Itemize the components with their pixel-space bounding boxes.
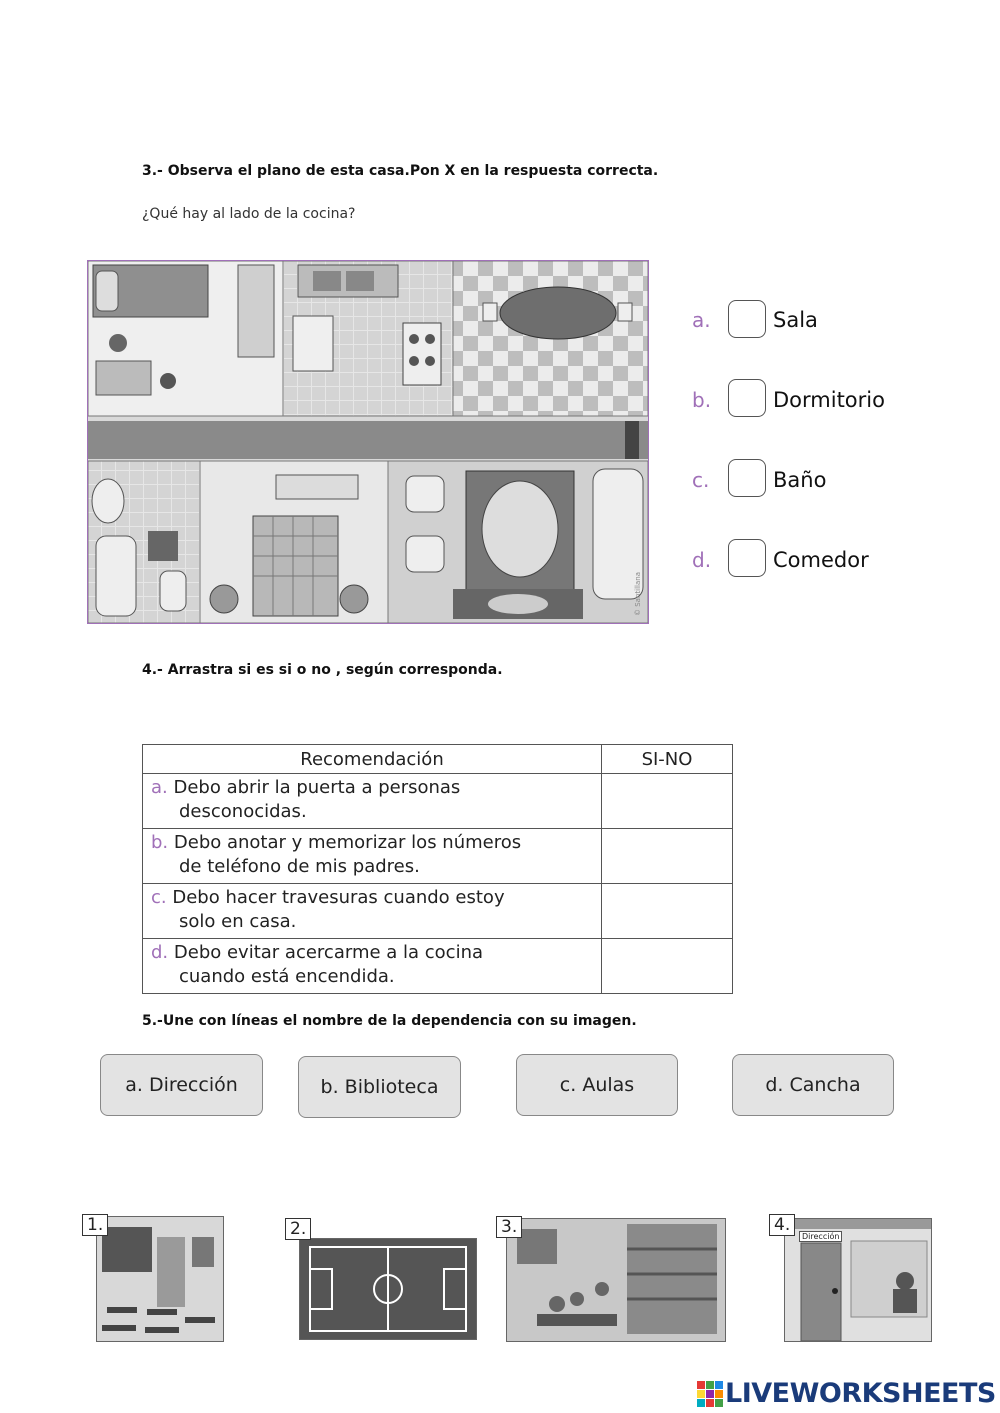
option-b-label: Dormitorio [773,388,885,412]
liveworksheets-logo-icon [697,1381,723,1407]
picture-number-2: 2. [285,1218,311,1240]
option-d-checkbox[interactable] [728,539,766,577]
recommendation-cell [143,829,602,884]
picture-number-1: 1. [82,1214,108,1236]
row-text-line2: desconocidas. [179,801,307,822]
picture-direction-office[interactable] [784,1218,932,1342]
answer-drop-zone[interactable] [602,939,733,994]
direction-sign: Dirección [799,1231,842,1242]
option-a-letter: a. [692,308,711,332]
option-c-checkbox[interactable] [728,459,766,497]
picture-soccer-field[interactable] [299,1238,477,1340]
question-4-title: 4.- Arrastra si es si o no , según corresponda. [142,662,503,678]
house-floor-plan-image [87,260,649,624]
recommendation-cell [143,774,602,829]
question-5-title: 5.-Une con líneas el nombre de la dependencia con su imagen. [142,1013,637,1029]
row-text-line1: Debo anotar y memorizar los números [173,832,522,853]
name-button-cancha[interactable]: d. Cancha [732,1054,894,1116]
recommendation-cell [143,939,602,994]
option-b-checkbox[interactable] [728,379,766,417]
header-si-no: SI-NO [602,745,733,774]
option-c-label: Baño [773,468,827,492]
row-text-line2: solo en casa. [179,911,297,932]
name-button-biblioteca[interactable]: b. Biblioteca [298,1056,461,1118]
row-text-line2: cuando está encendida. [179,966,395,987]
picture-classroom[interactable] [96,1216,224,1342]
option-b-letter: b. [692,388,712,412]
table-row [143,939,733,994]
liveworksheets-logo-text: LIVEWORKSHEETS [725,1378,996,1409]
option-c-letter: c. [692,468,710,492]
answer-drop-zone[interactable] [602,829,733,884]
recommendation-table [142,744,733,994]
picture-number-3: 3. [496,1216,522,1238]
name-button-direccion[interactable]: a. Dirección [100,1054,263,1116]
row-text-line1: Debo evitar acercarme a la cocina [173,942,484,963]
answer-drop-zone[interactable] [602,884,733,939]
option-d-label: Comedor [773,548,869,572]
question-3-prompt: ¿Qué hay al lado de la cocina? [142,206,356,222]
row-letter: a. [151,777,168,798]
table-row [143,829,733,884]
plan-credit: © Santillana [634,572,642,616]
table-header-row [143,745,733,774]
picture-library[interactable] [506,1218,726,1342]
name-button-aulas[interactable]: c. Aulas [516,1054,678,1116]
row-letter: b. [151,832,169,853]
option-a-checkbox[interactable] [728,300,766,338]
answer-drop-zone[interactable] [602,774,733,829]
row-text-line2: de teléfono de mis padres. [179,856,420,877]
table-row [143,884,733,939]
row-text-line1: Debo hacer travesuras cuando estoy [172,887,505,908]
option-a-label: Sala [773,308,818,332]
question-3-title: 3.- Observa el plano de esta casa.Pon X en la respuesta correcta. [142,163,659,179]
picture-number-4: 4. [769,1214,795,1236]
recommendation-cell [143,884,602,939]
option-d-letter: d. [692,548,712,572]
row-letter: c. [151,887,167,908]
header-recommendation: Recomendación [143,745,602,774]
liveworksheets-logo [697,1378,996,1409]
row-text-line1: Debo abrir la puerta a personas [173,777,461,798]
table-row [143,774,733,829]
row-letter: d. [151,942,169,963]
